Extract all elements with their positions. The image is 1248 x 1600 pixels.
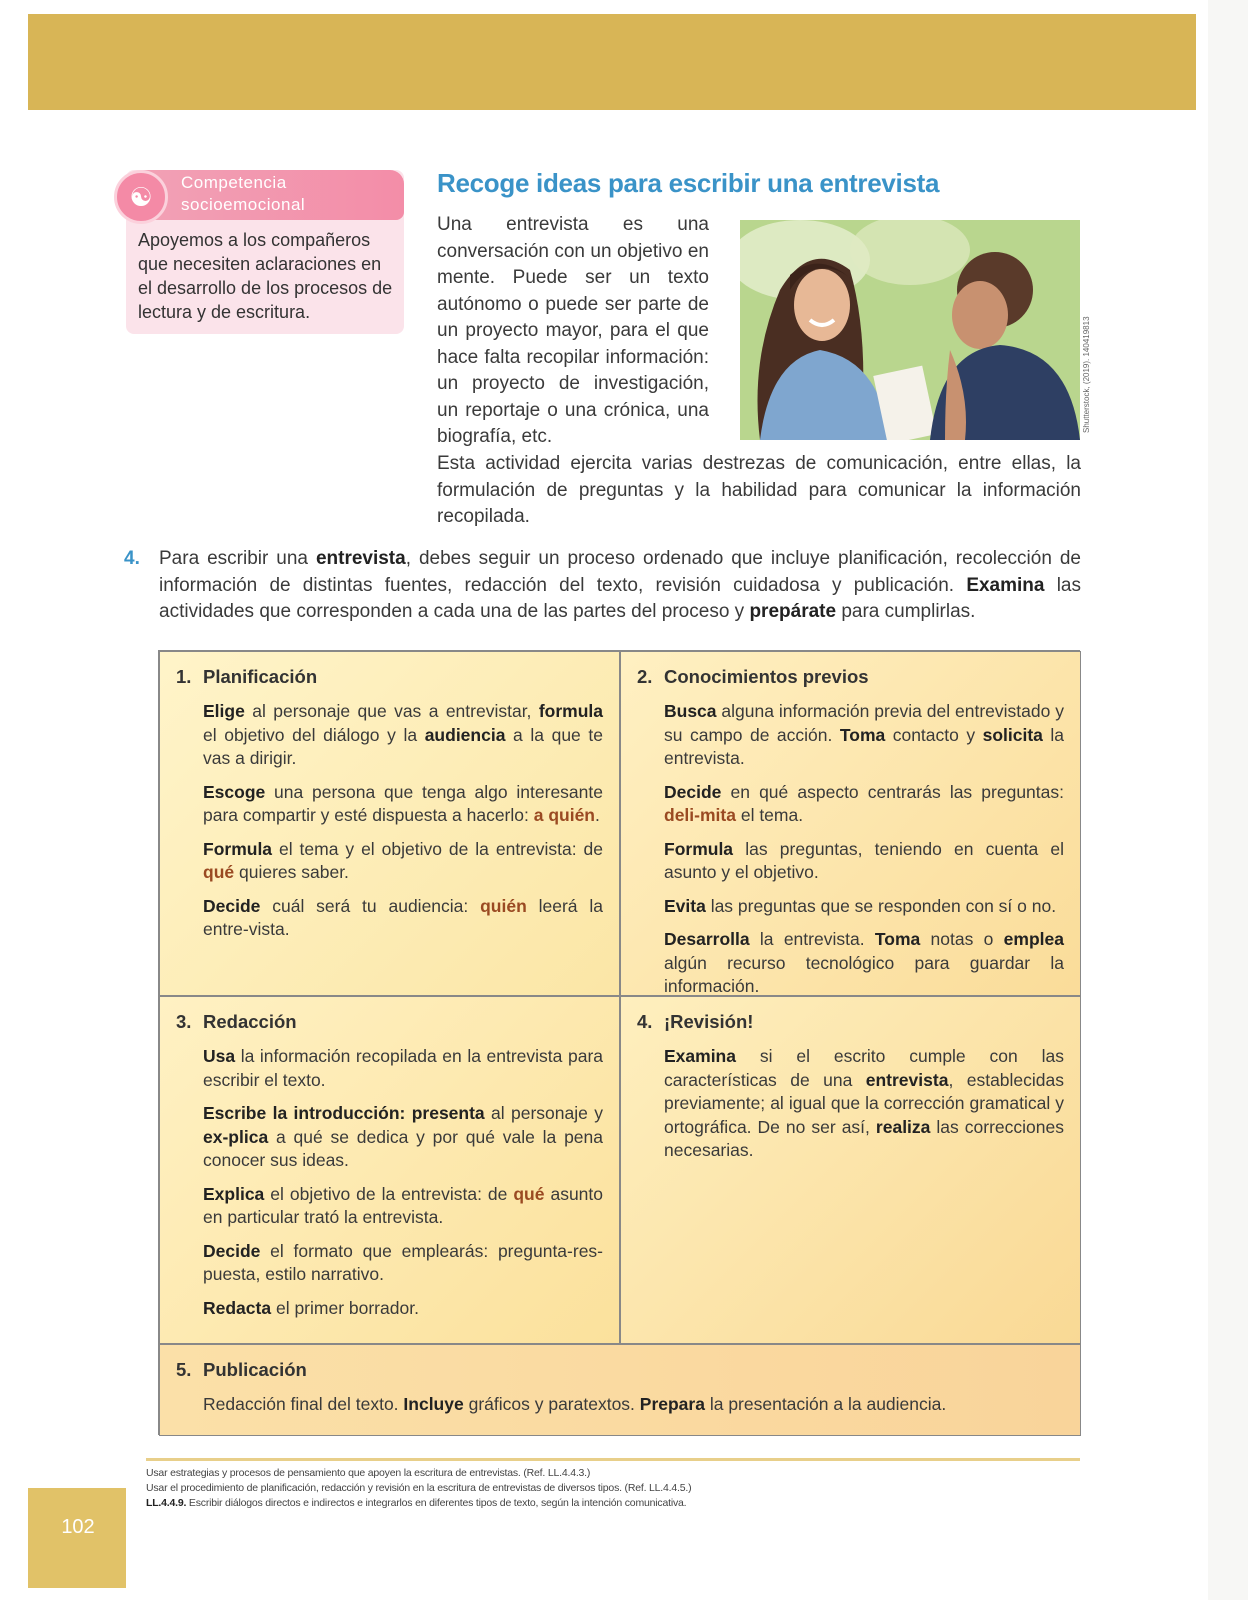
bold-term: Decide <box>664 781 722 802</box>
text-segment: leerá la entre-vista. <box>203 895 603 939</box>
bold-term: Prepara <box>639 1394 705 1414</box>
highlighted-term: qué <box>203 862 235 882</box>
highlighted-term: deli-mita <box>664 805 736 825</box>
step-paragraph <box>664 781 1064 828</box>
text-segment: el objetivo del diálogo y la <box>203 724 425 745</box>
text-segment: notas o <box>920 929 1004 949</box>
bold-term: Toma <box>874 929 921 949</box>
step-paragraph <box>664 700 1064 771</box>
note-code: LL.4.4.9. <box>146 1497 187 1509</box>
note-text: Usar estrategias y procesos de pensamiento que apoyen la escritura de entrevistas. (Ref. LL.4.4.3.) <box>146 1467 591 1479</box>
bold-term: Decide <box>203 1240 261 1261</box>
bold-term: Usa <box>203 1046 236 1066</box>
activity-instructions <box>159 546 1081 626</box>
bold-term: Evita <box>664 895 706 916</box>
footer-divider <box>146 1458 1080 1461</box>
page-number: 102 <box>61 1516 95 1538</box>
text-segment: . <box>595 805 600 825</box>
step-title <box>176 666 603 688</box>
step-paragraph <box>203 781 603 828</box>
step-conocimientos-previos <box>620 651 1081 996</box>
bold-term: Toma <box>839 724 886 745</box>
curriculum-note <box>146 1481 1046 1496</box>
text-segment: una persona que tenga algo interesante para compartir y esté dispuesta a hacerlo: <box>203 781 603 825</box>
activity-number: 4. <box>124 548 140 569</box>
bold-term: Redacta <box>203 1297 272 1318</box>
header-band <box>28 14 1196 110</box>
text-segment: el tema y el objetivo de la entrevista: de <box>272 838 603 859</box>
text-segment: contacto y <box>885 724 983 745</box>
text-segment: el formato que emplearás: pregunta-res-puesta, estilo narrativo. <box>203 1240 603 1284</box>
step-paragraph <box>203 1045 603 1092</box>
step-body <box>176 1393 1064 1417</box>
step-paragraph <box>203 1240 603 1287</box>
text-segment: cuál será tu audiencia: <box>260 895 481 916</box>
step-paragraph <box>203 895 603 942</box>
step-title <box>176 1011 603 1033</box>
step-title-text: Planificación <box>203 666 318 687</box>
text-segment: , debes seguir un proceso ordenado que incluye planificación, recolección de información de distintas fuentes, redacción del texto, revisión cuidadosa y publicación. <box>159 548 1081 596</box>
interview-photo <box>740 220 1080 440</box>
step-paragraph <box>664 838 1064 885</box>
section-title: Recoge ideas para escribir una entrevista <box>437 168 940 198</box>
step-title-text: ¡Revisión! <box>664 1011 754 1032</box>
text-segment: gráficos y paratextos. <box>463 1394 640 1414</box>
step-redaccion <box>159 996 620 1344</box>
step-number: 3. <box>176 1011 192 1032</box>
text-segment: la entrevista. <box>749 929 875 949</box>
step-paragraph <box>203 1393 1064 1417</box>
text-segment: el objetivo de la entrevista: de <box>264 1183 514 1204</box>
highlighted-term: a quién <box>533 805 595 825</box>
step-title <box>176 1359 1064 1381</box>
step-revision <box>620 996 1081 1344</box>
bold-term: realiza <box>875 1116 931 1137</box>
step-title-text: Publicación <box>203 1359 307 1380</box>
step-paragraph <box>664 1045 1064 1163</box>
bold-term: Escoge <box>203 781 266 802</box>
text-segment: las preguntas, teniendo en cuenta el asunto y el objetivo. <box>664 838 1064 882</box>
step-body <box>637 700 1064 999</box>
page-edge <box>1208 0 1248 1600</box>
bold-term: prepárate <box>749 601 837 622</box>
text-segment: la información recopilada en la entrevista para escribir el texto. <box>203 1046 603 1090</box>
step-planificacion <box>159 651 620 996</box>
bold-term: solicita <box>982 724 1043 745</box>
note-text: Escribir diálogos directos e indirectos e integrarlos en diferentes tipos de texto, según la intención comunicativa. <box>186 1497 687 1509</box>
text-segment: las preguntas que se responden con sí o no. <box>705 895 1057 916</box>
bold-term: entrevista <box>865 1069 949 1090</box>
highlighted-term: quién <box>480 895 527 916</box>
bold-term: ex-plica <box>203 1126 269 1147</box>
intro-paragraph-continued: Esta actividad ejercita varias destrezas de comunicación, entre ellas, la formulación de preguntas y la habilidad para comunicar la información recopilada. <box>437 453 1081 527</box>
bold-term: Formula <box>203 838 273 859</box>
text-segment: Redacción final del texto. <box>203 1394 404 1414</box>
bold-term: Formula <box>664 838 734 859</box>
text-segment: el tema. <box>735 805 804 825</box>
competencia-text: Apoyemos a los compañeros que necesiten aclaraciones en el desarrollo de los procesos de lectura y de escritura. <box>138 230 393 322</box>
bold-term: Explica <box>203 1183 265 1204</box>
bold-term: Elige <box>203 701 245 721</box>
text-segment: la presentación a la audiencia. <box>704 1394 947 1414</box>
text-segment: el primer borrador. <box>271 1297 419 1318</box>
text-segment: Para escribir una <box>159 548 316 569</box>
text-segment: quieres saber. <box>234 862 349 882</box>
text-segment: , establecidas previamente; al igual que la corrección gramatical y ortográfica. De no ser así, <box>664 1069 1065 1137</box>
bold-term: audiencia <box>424 724 506 745</box>
text-segment: al personaje y <box>484 1103 603 1123</box>
step-paragraph <box>203 1183 603 1230</box>
text-segment: a la que te vas a dirigir. <box>203 724 603 768</box>
photo-credit: Shutterstock, (2019). 140419813 <box>1082 316 1091 434</box>
intro-paragraph: Una entrevista es una conversación con un objetivo en mente. Puede ser un texto autónomo o puede ser parte de un proyecto mayor, para el que hace falta recopilar información: un proyecto de investigación, un reportaje o una crónica, una biografía, etc. <box>437 214 709 447</box>
bold-term: entrevista <box>315 548 406 569</box>
text-segment: a qué se dedica y por qué vale la pena conocer sus ideas. <box>203 1126 603 1170</box>
step-title-text: Redacción <box>203 1011 297 1032</box>
curriculum-note <box>146 1466 1046 1481</box>
curriculum-note <box>146 1496 1046 1511</box>
text-segment: asunto en particular trató la entrevista. <box>203 1183 604 1227</box>
step-paragraph <box>203 838 603 885</box>
step-paragraph <box>664 895 1064 919</box>
step-body <box>637 1045 1064 1163</box>
bold-term: Examina <box>664 1046 736 1066</box>
interview-illustration <box>740 220 1080 440</box>
step-number: 4. <box>637 1011 653 1032</box>
step-body <box>176 700 603 942</box>
highlighted-term: qué <box>513 1183 545 1204</box>
text-segment: alguna información previa del entrevistado y su campo de acción. <box>664 701 1064 745</box>
text-segment: algún recurso tecnológico para guardar la información. <box>664 952 1064 996</box>
step-paragraph <box>203 1102 603 1173</box>
bold-term: Incluye <box>403 1394 464 1414</box>
curriculum-notes <box>146 1466 1046 1511</box>
bold-term: Busca <box>664 701 717 721</box>
process-table <box>158 650 1080 1435</box>
text-segment: las correcciones necesarias. <box>664 1116 1064 1160</box>
step-body <box>176 1045 603 1320</box>
step-paragraph <box>664 928 1064 999</box>
step-number: 5. <box>176 1359 192 1380</box>
text-segment: las actividades que corresponden a cada una de las partes del proceso y <box>159 574 1081 622</box>
step-title <box>637 666 1064 688</box>
text-segment: la entrevista. <box>664 724 1065 768</box>
step-title <box>637 1011 1064 1033</box>
step-paragraph <box>203 700 603 771</box>
bold-term: presenta <box>411 1103 485 1123</box>
step-title-text: Conocimientos previos <box>664 666 869 687</box>
bold-term: emplea <box>1003 929 1064 949</box>
step-number: 2. <box>637 666 653 687</box>
step-paragraph <box>203 1297 603 1321</box>
text-segment: para cumplirlas. <box>836 601 976 622</box>
bold-term: Escribe la introducción: <box>203 1103 406 1123</box>
step-number: 1. <box>176 666 192 687</box>
text-segment: al personaje que vas a entrevistar, <box>244 701 539 721</box>
bold-term: Desarrolla <box>664 929 750 949</box>
text-segment: si el escrito cumple con las características de una <box>664 1046 1064 1090</box>
bold-term: formula <box>538 701 603 721</box>
step-publicacion <box>159 1344 1081 1436</box>
competencia-title: Competencia socioemocional <box>181 173 306 214</box>
bold-term: Examina <box>966 574 1045 596</box>
text-segment: en qué aspecto centrarás las preguntas: <box>721 781 1064 802</box>
competencia-box <box>126 170 404 334</box>
bold-term: Decide <box>203 895 261 916</box>
handshake-icon: ☯ <box>114 170 168 224</box>
note-text: Usar el procedimiento de planificación, redacción y revisión en la escritura de entrevistas de diversos tipos. (Ref. LL.4.4.5.) <box>146 1482 692 1494</box>
